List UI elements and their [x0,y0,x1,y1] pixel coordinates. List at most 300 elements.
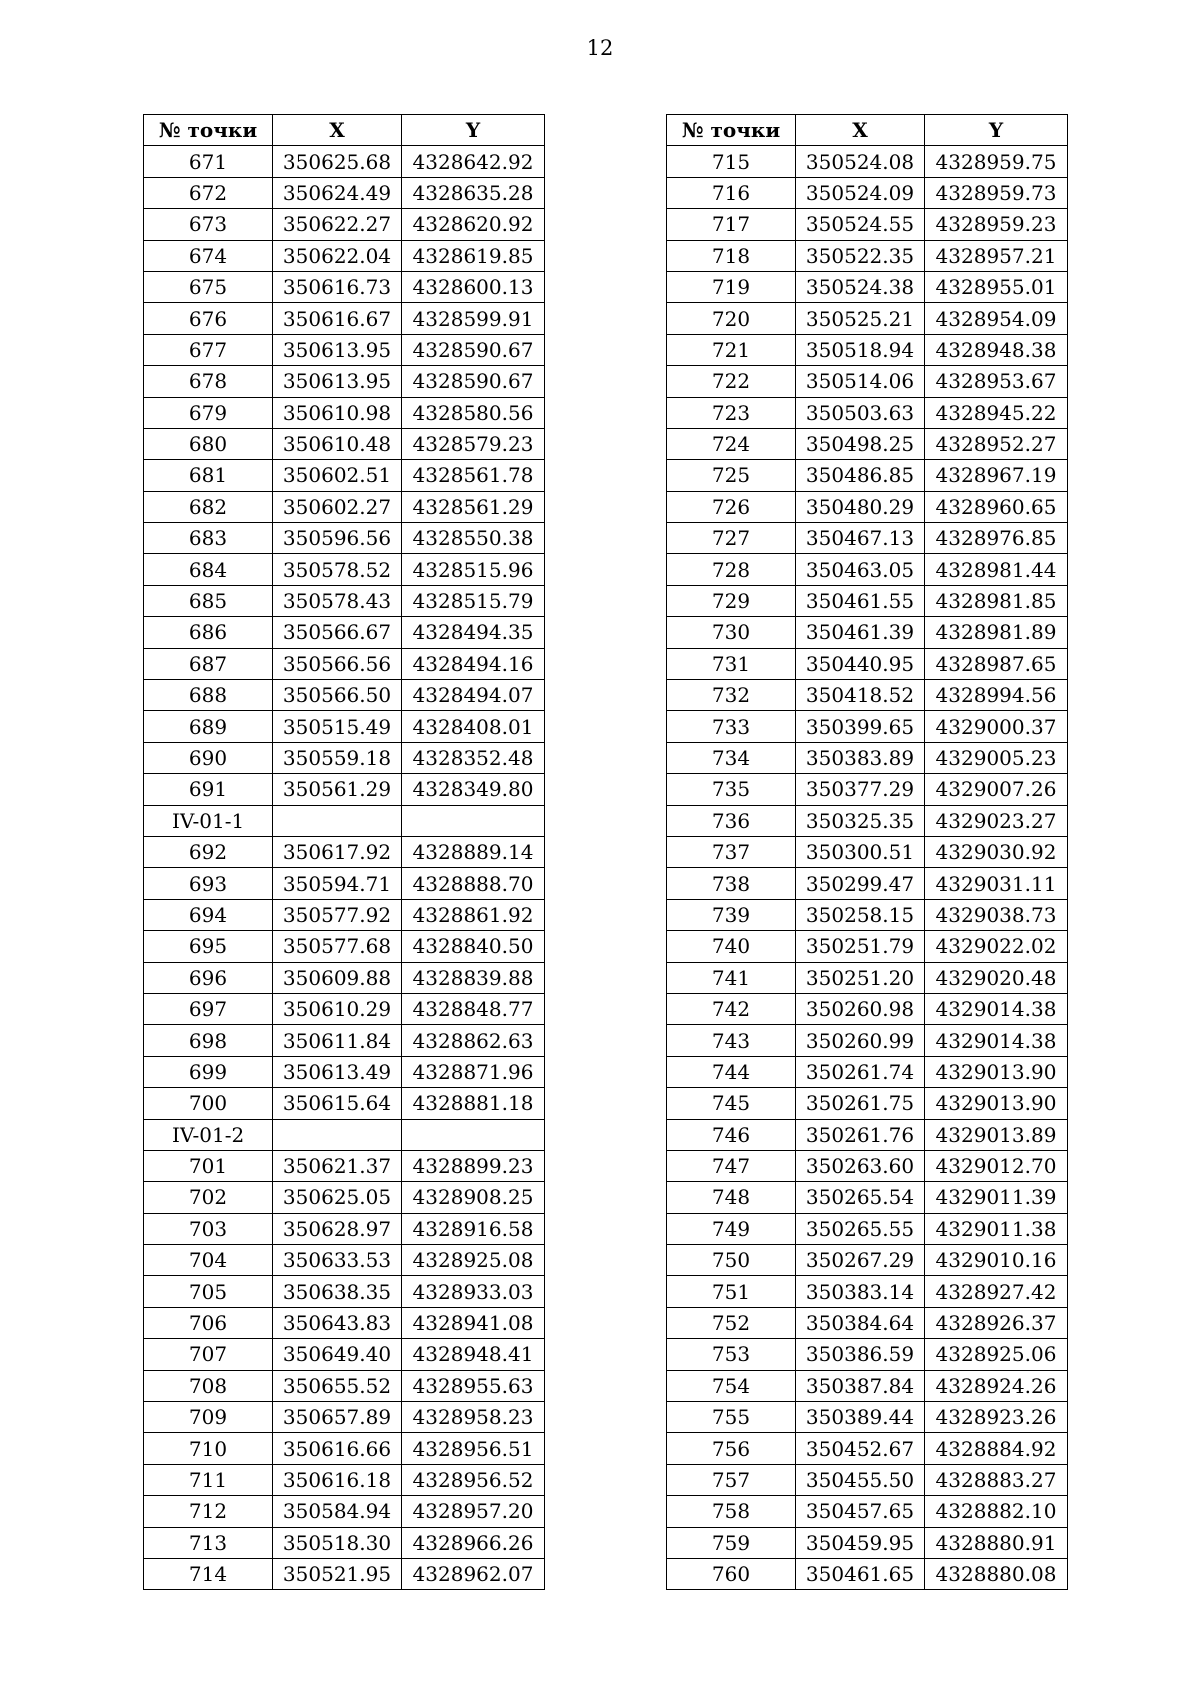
table-row [144,617,545,648]
x-cell: 350440.95 [796,648,925,679]
y-cell: 4328882.10 [925,1496,1068,1527]
table-row [667,1276,1068,1307]
point-number-cell: 755 [667,1402,796,1433]
x-cell: 350616.73 [273,271,402,302]
x-cell: 350633.53 [273,1245,402,1276]
table-row [144,1370,545,1401]
point-number-header: № точки [667,115,796,146]
x-cell: 350325.35 [796,805,925,836]
y-cell: 4328590.67 [402,334,545,365]
table-row [667,585,1068,616]
point-number-cell: 716 [667,177,796,208]
table-row [667,962,1068,993]
x-cell: 350524.38 [796,271,925,302]
y-cell: 4328962.07 [402,1558,545,1589]
x-cell: 350613.49 [273,1056,402,1087]
y-cell: 4329013.89 [925,1119,1068,1150]
point-number-cell: 731 [667,648,796,679]
point-number-cell: 675 [144,271,273,302]
y-cell: 4328494.07 [402,680,545,711]
point-number-cell: 744 [667,1056,796,1087]
table-row [667,742,1068,773]
y-cell: 4328599.91 [402,303,545,334]
point-number-cell: 723 [667,397,796,428]
table-row [144,1150,545,1181]
table-row [667,680,1068,711]
y-cell: 4328945.22 [925,397,1068,428]
table-row [144,868,545,899]
y-cell: 4328916.58 [402,1213,545,1244]
point-number-cell: 676 [144,303,273,334]
table-row [667,1433,1068,1464]
y-cell: 4328924.26 [925,1370,1068,1401]
point-number-cell: 686 [144,617,273,648]
x-cell: 350258.15 [796,899,925,930]
y-header: Y [925,115,1068,146]
point-number-cell: 671 [144,146,273,177]
y-cell: 4328948.38 [925,334,1068,365]
point-number-cell: 693 [144,868,273,899]
table-row [144,428,545,459]
y-cell: 4328981.44 [925,554,1068,585]
point-number-cell: 756 [667,1433,796,1464]
y-cell: 4328580.56 [402,397,545,428]
point-number-cell: 713 [144,1527,273,1558]
table-body [667,146,1068,1590]
table-row [144,1088,545,1119]
table-row [144,648,545,679]
table-row [144,1339,545,1370]
x-cell: 350260.99 [796,1025,925,1056]
x-cell: 350649.40 [273,1339,402,1370]
y-cell: 4328515.79 [402,585,545,616]
y-cell: 4328494.35 [402,617,545,648]
y-cell: 4329007.26 [925,774,1068,805]
point-number-cell: 732 [667,680,796,711]
y-cell: 4328941.08 [402,1307,545,1338]
y-cell: 4328642.92 [402,146,545,177]
table-row [144,962,545,993]
point-number-cell: 730 [667,617,796,648]
table-row [667,177,1068,208]
point-number-cell: 684 [144,554,273,585]
point-number-cell: 674 [144,240,273,271]
x-cell: 350628.97 [273,1213,402,1244]
point-number-cell: 677 [144,334,273,365]
y-cell: 4328579.23 [402,428,545,459]
point-number-cell: 749 [667,1213,796,1244]
y-cell: 4328590.67 [402,366,545,397]
x-cell: 350386.59 [796,1339,925,1370]
y-cell: 4328899.23 [402,1150,545,1181]
x-cell: 350518.30 [273,1527,402,1558]
point-number-cell: IV-01-1 [144,805,273,836]
x-cell: 350613.95 [273,334,402,365]
y-cell: 4328880.08 [925,1558,1068,1589]
x-cell: 350615.64 [273,1088,402,1119]
y-cell: 4328927.42 [925,1276,1068,1307]
y-cell: 4328960.65 [925,491,1068,522]
table-row [667,460,1068,491]
table-row [144,1496,545,1527]
y-cell: 4328908.25 [402,1182,545,1213]
coordinates-table-left [143,114,545,1590]
table-row [667,1088,1068,1119]
point-number-cell: 705 [144,1276,273,1307]
point-number-cell: 703 [144,1213,273,1244]
point-number-cell: 728 [667,554,796,585]
y-cell: 4329023.27 [925,805,1068,836]
y-cell: 4328959.73 [925,177,1068,208]
table-row [667,1150,1068,1181]
point-number-cell: 697 [144,993,273,1024]
y-cell: 4328600.13 [402,271,545,302]
x-cell: 350455.50 [796,1464,925,1495]
x-cell: 350514.06 [796,366,925,397]
x-cell: 350503.63 [796,397,925,428]
y-cell: 4328848.77 [402,993,545,1024]
table-row [144,1558,545,1589]
table-row [144,1433,545,1464]
table-row [667,366,1068,397]
point-number-cell: 694 [144,899,273,930]
y-cell: 4328955.63 [402,1370,545,1401]
x-cell: 350610.98 [273,397,402,428]
y-cell: 4328884.92 [925,1433,1068,1464]
y-cell: 4328954.09 [925,303,1068,334]
x-cell: 350486.85 [796,460,925,491]
point-number-cell: 754 [667,1370,796,1401]
table-row [144,836,545,867]
table-row [144,1464,545,1495]
x-cell: 350461.55 [796,585,925,616]
x-cell: 350384.64 [796,1307,925,1338]
x-cell: 350251.79 [796,931,925,962]
x-cell: 350498.25 [796,428,925,459]
x-cell: 350522.35 [796,240,925,271]
table-row [144,711,545,742]
y-cell: 4329014.38 [925,1025,1068,1056]
y-cell: 4328926.37 [925,1307,1068,1338]
point-number-cell: 736 [667,805,796,836]
point-number-cell: 753 [667,1339,796,1370]
y-cell: 4328881.18 [402,1088,545,1119]
table-row [144,993,545,1024]
y-cell: 4329010.16 [925,1245,1068,1276]
x-cell: 350655.52 [273,1370,402,1401]
y-cell: 4328349.80 [402,774,545,805]
point-number-cell: 698 [144,1025,273,1056]
table-row [667,648,1068,679]
table-row [667,428,1068,459]
table-row [144,209,545,240]
point-number-cell: 748 [667,1182,796,1213]
y-cell: 4329011.38 [925,1213,1068,1244]
x-header: X [273,115,402,146]
point-number-cell: 699 [144,1056,273,1087]
point-number-cell: 738 [667,868,796,899]
point-number-cell: 683 [144,523,273,554]
y-cell: 4328981.89 [925,617,1068,648]
x-cell: 350265.54 [796,1182,925,1213]
point-number-cell: 704 [144,1245,273,1276]
x-cell: 350578.52 [273,554,402,585]
x-cell: 350566.56 [273,648,402,679]
point-number-cell: 715 [667,146,796,177]
point-number-cell: 743 [667,1025,796,1056]
y-cell: 4328957.21 [925,240,1068,271]
x-cell: 350521.95 [273,1558,402,1589]
point-number-cell: 724 [667,428,796,459]
x-cell: 350463.05 [796,554,925,585]
point-number-cell: 702 [144,1182,273,1213]
x-cell: 350610.48 [273,428,402,459]
y-cell: 4328956.52 [402,1464,545,1495]
table-row [667,1558,1068,1589]
point-number-header: № точки [144,115,273,146]
y-cell: 4329013.90 [925,1056,1068,1087]
point-number-cell: 712 [144,1496,273,1527]
y-cell: 4329014.38 [925,993,1068,1024]
x-cell: 350611.84 [273,1025,402,1056]
x-cell: 350525.21 [796,303,925,334]
point-number-cell: 673 [144,209,273,240]
x-cell: 350624.49 [273,177,402,208]
table-row [667,554,1068,585]
y-cell: 4329020.48 [925,962,1068,993]
y-cell: 4328862.63 [402,1025,545,1056]
table-row [144,271,545,302]
table-row [667,1245,1068,1276]
x-cell: 350383.89 [796,742,925,773]
x-cell: 350596.56 [273,523,402,554]
table-row [144,554,545,585]
x-cell: 350566.67 [273,617,402,648]
y-cell: 4328994.56 [925,680,1068,711]
table-row [667,523,1068,554]
y-cell: 4328953.67 [925,366,1068,397]
table-row [667,271,1068,302]
x-cell: 350638.35 [273,1276,402,1307]
table-row [144,680,545,711]
point-number-cell: 758 [667,1496,796,1527]
table-row [667,1402,1068,1433]
page-number: 12 [586,36,614,60]
y-cell: 4328959.23 [925,209,1068,240]
point-number-cell: 757 [667,1464,796,1495]
x-cell: 350566.50 [273,680,402,711]
table-row [667,1056,1068,1087]
point-number-cell: 689 [144,711,273,742]
point-number-cell: 707 [144,1339,273,1370]
x-cell: 350577.68 [273,931,402,962]
table-row [667,1307,1068,1338]
x-cell: 350616.18 [273,1464,402,1495]
x-cell: 350518.94 [796,334,925,365]
point-number-cell: IV-01-2 [144,1119,273,1150]
x-cell: 350461.65 [796,1558,925,1589]
table-row [667,303,1068,334]
x-cell: 350610.29 [273,993,402,1024]
x-cell: 350265.55 [796,1213,925,1244]
table-row [144,1245,545,1276]
y-cell: 4328958.23 [402,1402,545,1433]
x-cell: 350617.92 [273,836,402,867]
table-row [144,742,545,773]
y-cell: 4328888.70 [402,868,545,899]
point-number-cell: 696 [144,962,273,993]
y-cell: 4328515.96 [402,554,545,585]
y-cell: 4329013.90 [925,1088,1068,1119]
table-row [667,334,1068,365]
y-cell: 4328883.27 [925,1464,1068,1495]
x-cell: 350616.67 [273,303,402,334]
table-row [144,460,545,491]
x-cell: 350261.74 [796,1056,925,1087]
y-cell: 4328925.08 [402,1245,545,1276]
x-cell: 350515.49 [273,711,402,742]
table-row [144,774,545,805]
table-row [667,931,1068,962]
table-row [144,1402,545,1433]
y-cell: 4329022.02 [925,931,1068,962]
table-row [144,1025,545,1056]
y-cell: 4328933.03 [402,1276,545,1307]
table-row [667,240,1068,271]
x-cell: 350461.39 [796,617,925,648]
point-number-cell: 739 [667,899,796,930]
x-header: X [796,115,925,146]
point-number-cell: 681 [144,460,273,491]
point-number-cell: 708 [144,1370,273,1401]
x-cell: 350594.71 [273,868,402,899]
point-number-cell: 717 [667,209,796,240]
table-row [667,1119,1068,1150]
table-row [667,1182,1068,1213]
x-cell: 350457.65 [796,1496,925,1527]
table-row [667,1213,1068,1244]
table-row [667,805,1068,836]
y-cell: 4328561.78 [402,460,545,491]
table-row [667,491,1068,522]
x-cell: 350524.55 [796,209,925,240]
point-number-cell: 741 [667,962,796,993]
table-row [144,899,545,930]
x-cell [273,1119,402,1150]
point-number-cell: 721 [667,334,796,365]
point-number-cell: 750 [667,1245,796,1276]
point-number-cell: 742 [667,993,796,1024]
x-cell: 350452.67 [796,1433,925,1464]
x-cell: 350602.27 [273,491,402,522]
x-cell: 350613.95 [273,366,402,397]
x-cell: 350267.29 [796,1245,925,1276]
table-row [144,585,545,616]
table-row [144,491,545,522]
x-cell: 350261.75 [796,1088,925,1119]
y-cell: 4328948.41 [402,1339,545,1370]
point-number-cell: 688 [144,680,273,711]
point-number-cell: 687 [144,648,273,679]
table-body [144,146,545,1590]
point-number-cell: 682 [144,491,273,522]
x-cell: 350559.18 [273,742,402,773]
x-cell: 350609.88 [273,962,402,993]
table-row [667,1496,1068,1527]
y-cell: 4329011.39 [925,1182,1068,1213]
x-cell: 350578.43 [273,585,402,616]
x-cell: 350577.92 [273,899,402,930]
y-cell: 4328635.28 [402,177,545,208]
point-number-cell: 746 [667,1119,796,1150]
table-row [144,334,545,365]
y-header: Y [402,115,545,146]
point-number-cell: 720 [667,303,796,334]
y-cell: 4329000.37 [925,711,1068,742]
point-number-cell: 735 [667,774,796,805]
y-cell: 4328923.26 [925,1402,1068,1433]
x-cell: 350383.14 [796,1276,925,1307]
x-cell: 350377.29 [796,774,925,805]
x-cell: 350625.05 [273,1182,402,1213]
y-cell: 4328976.85 [925,523,1068,554]
y-cell: 4328889.14 [402,836,545,867]
point-number-cell: 691 [144,774,273,805]
point-number-cell: 672 [144,177,273,208]
point-number-cell: 729 [667,585,796,616]
table-row [667,209,1068,240]
x-cell: 350622.27 [273,209,402,240]
point-number-cell: 714 [144,1558,273,1589]
x-cell: 350418.52 [796,680,925,711]
y-cell: 4328952.27 [925,428,1068,459]
point-number-cell: 752 [667,1307,796,1338]
y-cell: 4328561.29 [402,491,545,522]
table-row [144,366,545,397]
y-cell: 4328957.20 [402,1496,545,1527]
x-cell: 350467.13 [796,523,925,554]
y-cell: 4328619.85 [402,240,545,271]
y-cell: 4328967.19 [925,460,1068,491]
x-cell: 350399.65 [796,711,925,742]
point-number-cell: 740 [667,931,796,962]
point-number-cell: 751 [667,1276,796,1307]
x-cell: 350480.29 [796,491,925,522]
y-cell: 4328981.85 [925,585,1068,616]
point-number-cell: 745 [667,1088,796,1119]
table-row [144,1056,545,1087]
y-cell: 4328620.92 [402,209,545,240]
point-number-cell: 725 [667,460,796,491]
x-cell: 350263.60 [796,1150,925,1181]
point-number-cell: 759 [667,1527,796,1558]
y-cell: 4329031.11 [925,868,1068,899]
point-number-cell: 711 [144,1464,273,1495]
table-row [667,397,1068,428]
table-row [667,711,1068,742]
table-row [667,868,1068,899]
table-row [144,1307,545,1338]
x-cell [273,805,402,836]
y-cell: 4328959.75 [925,146,1068,177]
x-cell: 350459.95 [796,1527,925,1558]
point-number-cell: 706 [144,1307,273,1338]
x-cell: 350260.98 [796,993,925,1024]
point-number-cell: 685 [144,585,273,616]
table-row [144,177,545,208]
x-cell: 350616.66 [273,1433,402,1464]
x-cell: 350625.68 [273,146,402,177]
